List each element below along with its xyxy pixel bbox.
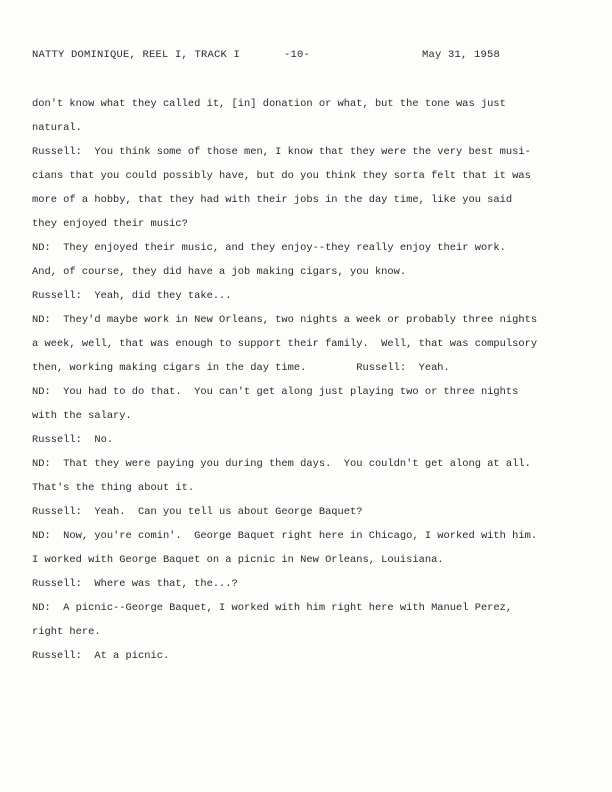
transcript-line: cians that you could possibly have, but do you think they sorta felt that it was (32, 170, 531, 182)
transcript-line: don't know what they called it, [in] donation or what, but the tone was just (32, 98, 506, 110)
transcript-line: ND: You had to do that. You can't get along just playing two or three nights (32, 386, 519, 398)
transcript-line: ND: Now, you're comin'. George Baquet right here in Chicago, I worked with him. (32, 530, 538, 542)
transcript-line: ND: A picnic--George Baquet, I worked with him right here with Manuel Perez, (32, 602, 513, 614)
transcript-line: ND: That they were paying you during them days. You couldn't get along at all. (32, 458, 531, 470)
transcript-line: Russell: You think some of those men, I know that they were the very best musi- (32, 146, 531, 158)
transcript-line: ND: They enjoyed their music, and they enjoy--they really enjoy their work. (32, 242, 506, 254)
transcript-line: with the salary. (32, 410, 132, 422)
transcript-body (32, 96, 572, 672)
transcript-line: Russell: Yeah. Can you tell us about George Baquet? (32, 506, 363, 518)
transcript-line: a week, well, that was enough to support their family. Well, that was compulsory (32, 338, 538, 350)
transcript-line: then, working making cigars in the day time. Russell: Yeah. (32, 362, 450, 374)
transcript-line: I worked with George Baquet on a picnic in New Orleans, Louisiana. (32, 554, 444, 566)
page-header (32, 49, 592, 65)
transcript-line: That's the thing about it. (32, 482, 195, 494)
transcript-line: And, of course, they did have a job making cigars, you know. (32, 266, 407, 278)
transcript-line: Russell: No. (32, 434, 114, 446)
transcript-line: right here. (32, 626, 101, 638)
header-title: NATTY DOMINIQUE, REEL I, TRACK I (32, 49, 241, 61)
transcript-line: ND: They'd maybe work in New Orleans, two nights a week or probably three nights (32, 314, 538, 326)
transcript-line: Russell: Where was that, the...? (32, 578, 238, 590)
page-number: -10- (284, 49, 311, 61)
transcript-line: Russell: Yeah, did they take... (32, 290, 232, 302)
transcript-line: more of a hobby, that they had with their jobs in the day time, like you said (32, 194, 513, 206)
transcript-line: Russell: At a picnic. (32, 650, 170, 662)
transcript-line: natural. (32, 122, 82, 134)
transcript-line: they enjoyed their music? (32, 218, 188, 230)
header-date: May 31, 1958 (422, 49, 501, 61)
